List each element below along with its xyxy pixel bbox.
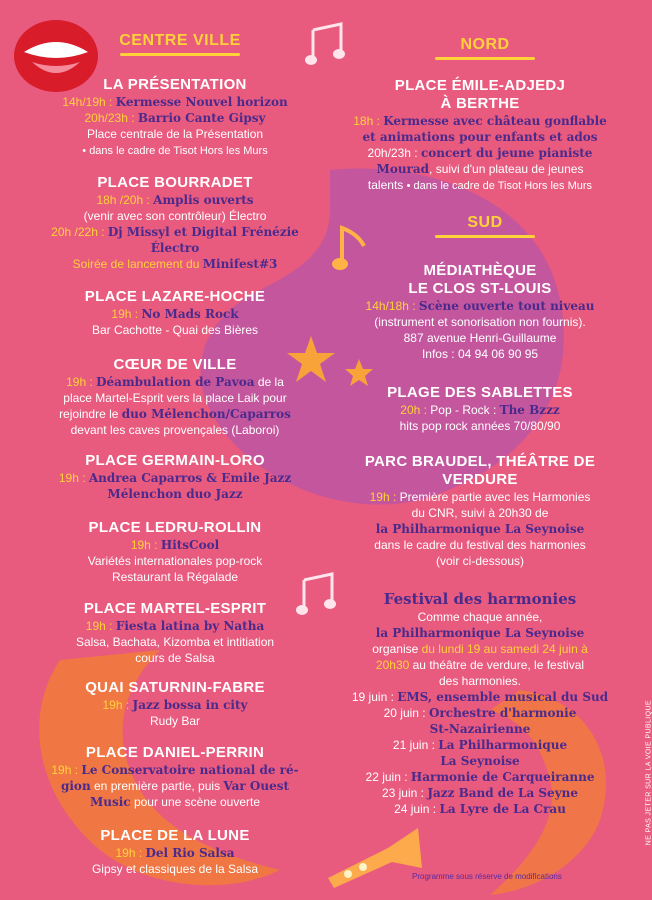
event-name: Kermesse avec château gonflable [383,114,607,128]
plain-text: du CNR, suivi à 20h30 de [411,506,549,520]
info-line [335,705,625,721]
venue-title: LE CLOS ST-LOUIS [408,280,552,297]
info-line [30,713,320,729]
side-notice: NE PAS JETER SUR LA VOIE PUBLIQUE [645,700,652,846]
info-line [30,306,320,322]
music-note-icon [305,22,349,68]
info-line [335,625,625,641]
info-line [30,110,320,126]
plain-text: Première partie avec les Harmonies [399,490,591,504]
venue-block [30,827,320,877]
info-line [30,422,320,438]
time-text: 18h /20h : [96,193,154,207]
venue-block [30,679,320,729]
event-name: Del Rio Salsa [145,846,235,860]
info-line [335,769,625,785]
venue-title: PLAGE DES SABLETTES [387,384,573,401]
time-text: 19h : [130,538,161,552]
info-line [30,861,320,877]
venue-block [335,262,625,362]
time-text: 19h : [85,619,116,633]
info-line [335,609,625,625]
venue-title: QUAI SATURNIN-FABRE [85,679,265,696]
plain-text: 887 avenue Henri-Guillaume [403,331,557,345]
event-name: Music [89,795,131,809]
info-line [335,753,625,769]
event-name: No Mads Rock [141,307,239,321]
plain-text: 24 juin : [394,802,440,816]
info-line [30,94,320,110]
info-line [335,298,625,314]
venue-title: PLACE LEDRU-ROLLIN [88,519,262,536]
plain-text: 23 juin : [381,786,428,800]
info-line [30,256,320,272]
event-name: duo Mélenchon/Caparros [121,407,291,421]
info-line [335,641,625,657]
event-name: Déambulation de Pavoa [96,375,255,389]
info-line [335,489,625,505]
plain-text: en première partie, puis [90,779,224,793]
event-name: Harmonie de Carqueiranne [410,770,595,784]
info-line [30,778,320,794]
info-line [335,129,625,145]
info-line [30,322,320,338]
time-text: 19h : [369,490,400,504]
info-line [335,402,625,418]
info-line [30,634,320,650]
venue-block [30,744,320,810]
plain-text: des harmonies. [438,674,522,688]
plain-text: 22 juin : [365,770,411,784]
venue-block [335,384,625,434]
time-text: 19h : [66,375,97,389]
event-name: Var Ouest [223,779,290,793]
event-name: Orchestre d'harmonie [428,706,577,720]
venue-block [335,453,625,569]
time-text: 20h/23h : [84,111,138,125]
event-name: Amplis ouverts [153,193,254,207]
event-name: Le Conservatoire national de ré- [81,763,299,777]
event-name: Fiesta latina by Natha [115,619,265,633]
time-text: 19h : [115,846,146,860]
plain-text: 19 juin : [351,690,398,704]
plain-text: de la [254,375,284,389]
section-heading-sud: SUD [435,214,535,238]
event-name: La Philharmonique [438,738,568,752]
info-line [335,737,625,753]
info-line [30,845,320,861]
info-line [30,537,320,553]
plain-text: place Martel-Esprit vers la place Laik pour [63,391,287,405]
plain-text: , suivi d'un plateau de jeunes [429,162,584,176]
plain-text: 21 juin : [392,738,439,752]
info-line [335,113,625,129]
plain-text: Restaurant la Régalade [111,570,239,584]
time-text: 18h : [353,114,384,128]
event-name: La Lyre de La Crau [439,802,566,816]
section-heading-nord: NORD [435,36,535,60]
event-name: The Bzzz [499,403,560,417]
plain-text: devant les caves provençales (Laboroi) [70,423,280,437]
info-line [335,553,625,569]
event-name: Dj Missyl et Digital Frénézie [107,225,299,239]
festival-block [335,590,625,817]
info-line [30,794,320,810]
info-line [30,192,320,208]
event-name: Jazz bossa in city [132,698,248,712]
event-name: gion [60,779,91,793]
plain-text: Bar Cachotte - Quai des Bières [91,323,259,337]
info-line [335,785,625,801]
event-name: la Philharmonique La Seynoise [375,626,585,640]
info-line [30,569,320,585]
event-name: La Seynoise [440,754,520,768]
plain-text: (voir ci-dessous) [435,554,525,568]
event-name: concert du jeune pianiste [420,146,593,160]
info-line [30,650,320,666]
plain-text: Comme chaque année, [417,610,543,624]
info-line [335,657,625,673]
event-name: EMS, ensemble musical du Sud [397,690,609,704]
event-name: Kermesse Nouvel horizon [115,95,288,109]
plain-text: Variétés internationales pop-rock [87,554,263,568]
venue-title: PLACE GERMAIN-LORO [85,452,265,469]
info-line [335,161,625,177]
venue-title: À BERTHE [440,95,520,112]
info-line [335,505,625,521]
info-line [30,390,320,406]
info-line [335,537,625,553]
venue-title: PARC BRAUDEL, THÉÂTRE DE [364,453,596,470]
time-text: du lundi 19 au samedi 24 juin à [421,642,588,656]
info-line [335,521,625,537]
info-line [30,208,320,224]
plain-text: Gipsy et classiques de la Salsa [91,862,259,876]
info-line [30,470,320,486]
plain-text: Rudy Bar [149,714,201,728]
time-text: 19h : [58,471,89,485]
venue-title: PLACE DANIEL-PERRIN [85,744,265,761]
event-name: Scène ouverte tout niveau [418,299,595,313]
info-line [335,418,625,434]
info-line [30,406,320,422]
info-line [335,177,625,194]
info-line [30,553,320,569]
plain-text: hits pop rock années 70/80/90 [399,419,561,433]
venue-title: CŒUR DE VILLE [113,356,237,373]
info-line [30,762,320,778]
plain-text: cours de Salsa [135,651,215,665]
plain-text: au théâtre de verdure, le festival [409,658,585,672]
event-name: Électro [150,241,200,255]
info-line [30,142,320,159]
plain-text: (instrument et sonorisation non fournis). [374,315,586,329]
plain-text: 20 juin : [383,706,429,720]
time-text: 19h : [111,307,142,321]
plain-text: Infos : 04 94 06 90 95 [421,347,539,361]
plain-text: talents [367,178,407,192]
plain-text: Salsa, Bachata, Kizomba et intitiation [75,635,275,649]
plain-text: dans le cadre du festival des harmonies [374,538,586,552]
plain-text: Pop - Rock : [430,403,500,417]
plain-text: 20h/23h : [367,146,421,160]
venue-block [30,600,320,666]
info-line [30,486,320,502]
event-name: Mourad [376,162,430,176]
plain-text: organise [372,642,422,656]
trumpet-icon [318,818,428,898]
time-text: 14h/19h : [62,95,116,109]
info-line [335,330,625,346]
venue-block [30,356,320,438]
info-line [335,145,625,161]
event-name: Jazz Band de La Seyne [427,786,579,800]
info-line [335,673,625,689]
info-line [335,721,625,737]
venue-block [30,174,320,272]
info-line [335,689,625,705]
info-line [30,126,320,142]
plain-text: (venir avec son contrôleur) Électro [83,209,267,223]
info-line [335,346,625,362]
venue-title: VERDURE [442,471,518,488]
venue-block [30,288,320,338]
venue-block [335,77,625,194]
event-name: et animations pour enfants et ados [362,130,598,144]
event-name: Mélenchon duo Jazz [107,487,243,501]
info-line [335,314,625,330]
venue-title: PLACE ÉMILE-ADJEDJ [394,77,566,94]
venue-title: MÉDIATHÈQUE [423,262,537,279]
time-text: 20h : [400,403,431,417]
plain-text: rejoindre le [59,407,122,421]
plain-text: Place centrale de la Présentation [86,127,264,141]
event-name: HitsCool [160,538,220,552]
venue-block [30,519,320,585]
info-line [335,801,625,817]
footnote: Programme sous réserve de modifications [412,872,562,881]
event-name: la Philharmonique La Seynoise [375,522,585,536]
note-text: • dans le cadre de Tisot Hors les Murs [406,180,593,192]
time-text: Soirée de lancement du [72,257,203,271]
time-text: 19h : [51,763,82,777]
section-heading-centre-ville: CENTRE VILLE [110,32,250,56]
venue-block [30,76,320,159]
info-line [30,618,320,634]
venue-title: LA PRÉSENTATION [103,76,247,93]
time-text: 14h/18h : [365,299,419,313]
time-text: 19h : [102,698,133,712]
note-text: • dans le cadre de Tisot Hors les Murs [82,145,268,157]
venue-title: PLACE DE LA LUNE [100,827,250,844]
venue-block [30,452,320,502]
event-name: St-Nazairienne [429,722,531,736]
event-name: Minifest#3 [202,257,278,271]
info-line [30,240,320,256]
venue-title: PLACE LAZARE-HOCHE [84,288,266,305]
time-text: 20h30 [375,658,410,672]
festival-title: Festival des harmonies [383,590,577,608]
info-line [30,374,320,390]
info-line [30,697,320,713]
time-text: 20h /22h : [51,225,108,239]
plain-text: pour une scène ouverte [130,795,261,809]
event-name: Barrio Cante Gipsy [137,111,266,125]
venue-title: PLACE MARTEL-ESPRIT [83,600,267,617]
info-line [30,224,320,240]
venue-title: PLACE BOURRADET [97,174,253,191]
event-name: Andrea Caparros & Emile Jazz [88,471,292,485]
